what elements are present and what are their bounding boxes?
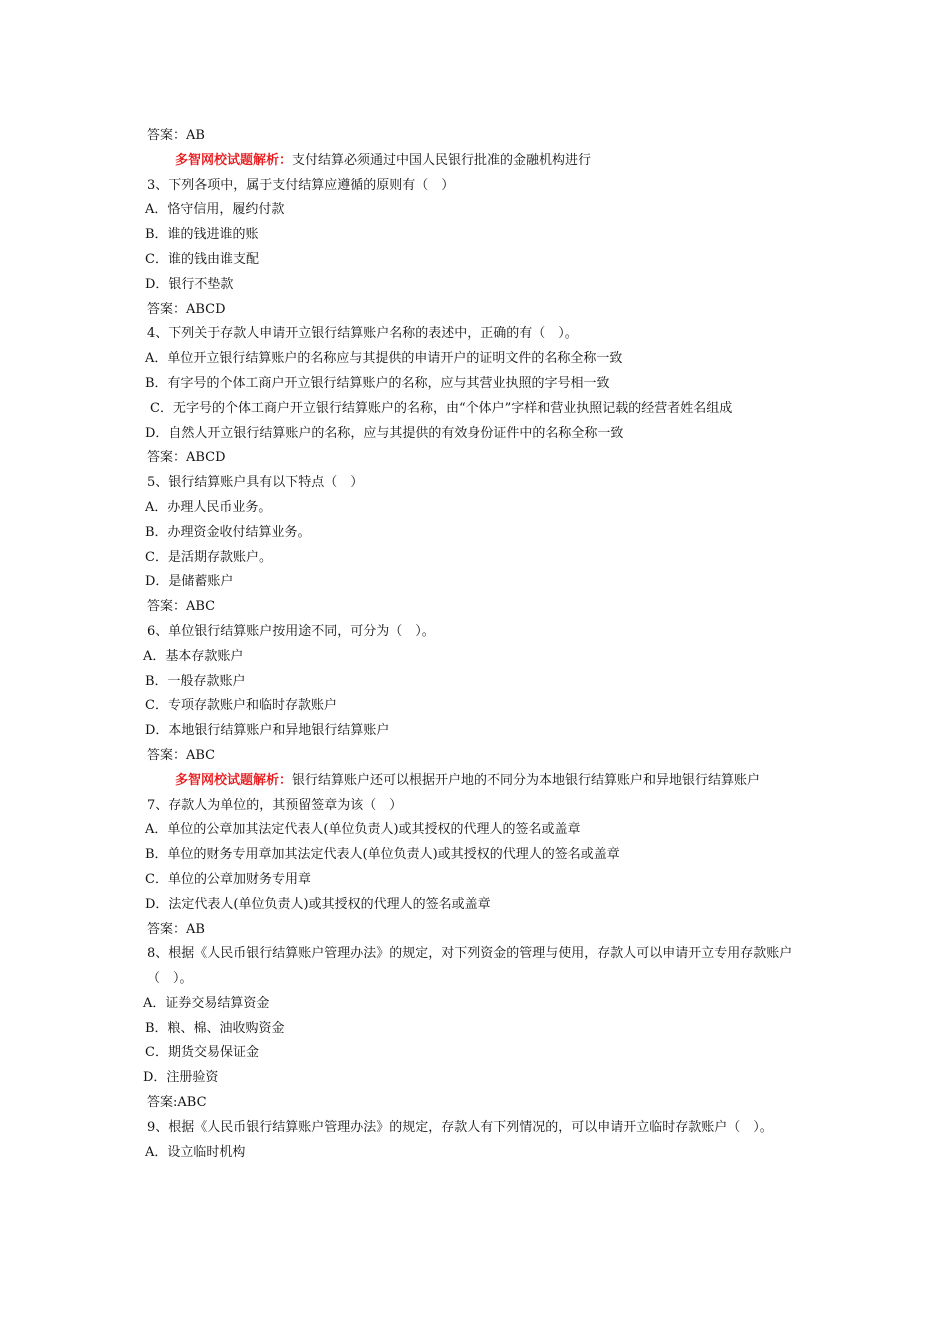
question-line: 7、存款人为单位的，其预留签章为该（ ） xyxy=(147,797,403,813)
question-line: 8、根据《人民币银行结算账户管理办法》的规定，对下列资金的管理与使用，存款人可以申请开立专用存款账户（ ）。 xyxy=(147,946,793,987)
option-line: B．粮、棉、油收购资金 xyxy=(145,1020,285,1036)
option-line: A．证券交易结算资金 xyxy=(143,995,270,1011)
option-line: D．自然人开立银行结算账户的名称，应与其提供的有效身份证件中的名称全称一致 xyxy=(145,425,624,441)
option-line: C．专项存款账户和临时存款账户 xyxy=(145,698,337,714)
answer-line: 答案：AB xyxy=(147,921,205,937)
option-line: B．单位的财务专用章加其法定代表人(单位负责人)或其授权的代理人的签名或盖章 xyxy=(145,847,620,863)
answer-line: 答案：AB xyxy=(147,128,205,143)
option-line: C．单位的公章加财务专用章 xyxy=(145,871,311,887)
question-line: 3、下列各项中，属于支付结算应遵循的原则有（ ） xyxy=(147,177,455,193)
option-line: C．谁的钱由谁支配 xyxy=(145,251,259,267)
document-body xyxy=(145,124,810,1165)
option-line: A．单位的公章加其法定代表人(单位负责人)或其授权的代理人的签名或盖章 xyxy=(145,822,581,838)
analysis-text: 支付结算必须通过中国人民银行批准的金融机构进行 xyxy=(292,152,592,168)
option-line: A．单位开立银行结算账户的名称应与其提供的申请开户的证明文件的名称全称一致 xyxy=(145,351,623,367)
option-line: A．办理人民币业务。 xyxy=(145,499,272,515)
question-line: 9、根据《人民币银行结算账户管理办法》的规定，存款人有下列情况的，可以申请开立临时存款账户（ ）。 xyxy=(147,1119,773,1135)
option-line: B．谁的钱进谁的账 xyxy=(145,227,259,243)
option-line: A．设立临时机构 xyxy=(145,1144,246,1160)
answer-line: 答案：ABC xyxy=(147,747,216,763)
option-line: B．一般存款账户 xyxy=(145,673,246,689)
option-line: B．有字号的个体工商户开立银行结算账户的名称，应与其营业执照的字号相一致 xyxy=(145,375,610,391)
option-line: A．恪守信用，履约付款 xyxy=(145,202,285,218)
option-line: A．基本存款账户 xyxy=(143,648,244,664)
option-line: D．法定代表人(单位负责人)或其授权的代理人的签名或盖章 xyxy=(145,896,491,912)
answer-line: 答案:ABC xyxy=(147,1095,207,1111)
analysis-label: 多智网校试题解析： xyxy=(175,772,293,788)
option-line: C．无字号的个体工商户开立银行结算账户的名称，由“个体户”字样和营业执照记载的经营者姓名组成 xyxy=(150,400,733,416)
option-line: D．本地银行结算账户和异地银行结算账户 xyxy=(145,723,390,739)
analysis-label: 多智网校试题解析： xyxy=(175,152,293,168)
question-line: 4、下列关于存款人申请开立银行结算账户名称的表述中，正确的有（ ）。 xyxy=(147,326,578,342)
answer-line: 答案：ABCD xyxy=(147,450,226,466)
question-line: 6、单位银行结算账户按用途不同，可分为（ ）。 xyxy=(147,623,435,639)
option-line: D．注册验资 xyxy=(143,1070,219,1086)
option-line: B．办理资金收付结算业务。 xyxy=(145,524,311,540)
analysis-text: 银行结算账户还可以根据开户地的不同分为本地银行结算账户和异地银行结算账户 xyxy=(292,772,761,788)
option-line: D．是储蓄账户 xyxy=(145,574,234,590)
analysis-paragraph xyxy=(145,149,810,174)
answer-line: 答案：ABCD xyxy=(147,301,226,317)
option-line: D．银行不垫款 xyxy=(145,276,234,292)
option-line: C．是活期存款账户。 xyxy=(145,549,272,565)
question-line: 5、银行结算账户具有以下特点（ ） xyxy=(147,475,364,491)
option-line: C．期货交易保证金 xyxy=(145,1045,259,1061)
answer-line: 答案：ABC xyxy=(147,599,216,615)
analysis-paragraph xyxy=(145,769,810,794)
